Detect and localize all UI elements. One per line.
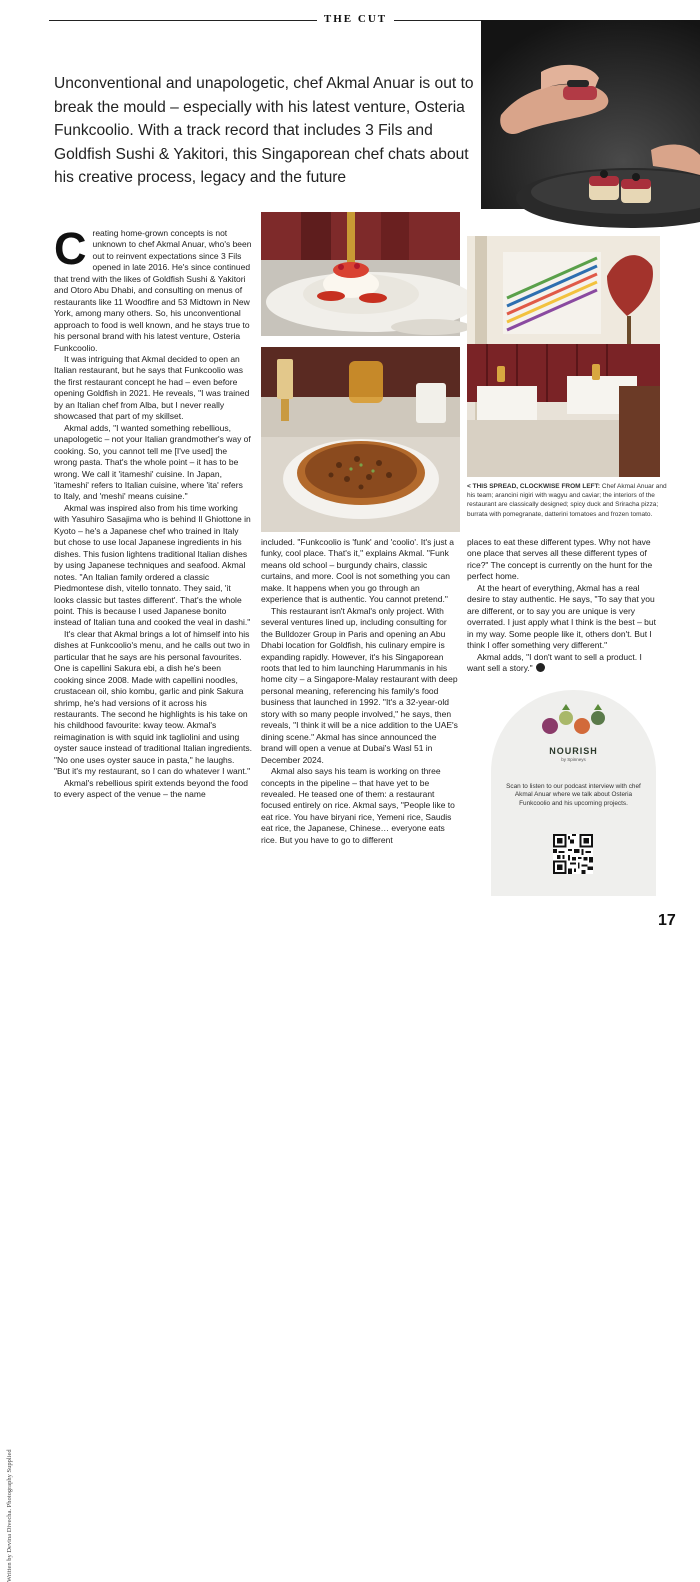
paragraph: places to eat these different types. Why not have one place that serves all these different types of rice?" The concept is currently on the hunt for the perfect home.: [467, 537, 653, 582]
header-rule-left: [49, 20, 317, 21]
photo-pizza: [261, 347, 460, 532]
paragraph: reating home-grown concepts is not unknown to chef Akmal Anuar, who's been out to reinvent expectations since 3 Fils opened in late 2016. He's since continued that trend with the likes of Goldfish Sushi & Yakitori and Otoro Abu Dhabi, and consulting on menus of restaurants like 11 Woodfire and 53 Midtown in New York, among many others. So, his unconventional approach to food is well known, and he stays true to his personal brand with his latest venture, Osteria Funkcoolio.: [54, 228, 252, 353]
photo-nigiri: [481, 20, 700, 209]
standfirst: Unconventional and unapologetic, chef Akmal Anuar is out to break the mould – especially with his latest venture, Osteria Funkcoolio. With a track record that includes 3 Fils and Goldfish Sushi & Yakitori, this Singaporean chef chats about his creative process, legacy and the future: [54, 75, 474, 186]
photo-burrata: [261, 212, 460, 336]
section-label: THE CUT: [323, 13, 388, 25]
paragraph: included. "Funkcoolio is 'funk' and 'coolio'. It's just a funky, cool place. That's it," explains Akmal. "Funk means old school – burgundy chairs, classic curtains, and more. Cool is not something you can make. It happens when you go through an experience that is authentic. You cannot pretend.": [261, 537, 455, 605]
caption-text: Chef Akmal Anuar and his team; arancini nigiri with wagyu and caviar; the interiors of the restaurant are classically designed; spicy duck and Sriracha pizza; burrata with pomegranate, datterini tomatoes and frozen tomato.: [467, 483, 667, 518]
photo-credit: Written by Devina Divecha. Photography Supplied: [6, 1449, 13, 1582]
paragraph: It's clear that Akmal brings a lot of himself into his dishes at Funkcoolio's menu, and he calls out two in particular that he says are his personal favourites. One is capellini Sakura ebi, a dish he's been cooking since 2008. Made with capellini noodles, crustacean oil, shio kombu, garlic and pink Sakura shrimp, he's had versions of it across his restaurants. The second he highlights is his take on his childhood favourite: kway teow. Akmal's reimagination is with squid ink tagliolini and using oyster sauce instead of traditional Italian ingredients. "No one uses oyster sauce in pasta," he laughs. "But it's my restaurant, so I can do whatever I want.": [54, 628, 252, 777]
podcast-brand: NOURISH: [549, 746, 598, 756]
paragraph: This restaurant isn't Akmal's only project. With several ventures lined up, including consulting for the Bulldozer Group in Paris and opening an Abu Dhabi location for Goldfish, his culinary empire is expanding rapidly. However, it's his Singaporean roots that led to him launching Harummanis in his home city – a Singapore-Malay restaurant with deep personal meaning, referencing his family's food business that launched in 1992. "It's a 32-year-old story with so many people involved," he says, then reveals, "I think it will be a nice addition to the UAE's dining scene." Akmal has since announced the brand will open a venue at Dubai's Wasl 51 in December 2024.: [261, 605, 458, 765]
vegetable-illustration-icon: [536, 704, 612, 744]
page-number: 17: [658, 912, 676, 929]
end-mark-icon: [536, 663, 545, 672]
article-column-3: [467, 537, 660, 674]
qr-code-icon[interactable]: [553, 834, 593, 874]
drop-cap: C: [54, 223, 87, 274]
caption-lead: < THIS SPREAD, CLOCKWISE FROM LEFT:: [467, 483, 601, 490]
photo-caption: [467, 482, 667, 519]
paragraph: Akmal adds, "I wanted something rebellious, unapologetic – not your Italian grandmother's way of cooking. So, you cannot tell me [I've used] the wrong pasta. That's the whole point – it has to be wrong. We call it 'itameshi' cuisine. In Japan, 'itameshi' refers to Italian cuisine, where 'ita' refers to Italy, and 'meshi' means cuisine.": [54, 422, 251, 502]
paragraph: Akmal adds, "I don't want to sell a product. I want sell a story.": [467, 651, 642, 673]
podcast-text: Scan to listen to our podcast interview with chef Akmal Anuar where we talk about Osteria Funkcoolio and his upcoming projects.: [506, 783, 641, 807]
podcast-sub: by Spinneys: [561, 757, 586, 762]
article-column-2: [261, 537, 459, 846]
paragraph: Akmal was inspired also from his time working with Yasuhiro Sasajima who is behind Il Ghiottone in Kyoto – he's a Japanese chef who trained in Italy but chose to use local Japanese ingredients in his dishes. This fusion lightens traditional Italian dishes by using Japanese techniques and seafood. Akmal notes. "An Italian family ordered a classic Piedmontese dish, vitello tonnato. They said, 'it looks classic but tastes different'. That's the whole point. This is because I used Japanese bonito instead of Italian tuna and cooked the veal in dashi.": [54, 502, 251, 628]
paragraph: Akmal's rebellious spirit extends beyond the food to every aspect of the venue – the name: [54, 777, 249, 800]
paragraph: At the heart of everything, Akmal has a real desire to stay authentic. He says, "To say that you are different, or to say you are unique is very overrated. I just apply what I think is the best – but in my way. Some people like it, others don't. But I think I offer something very different.": [467, 582, 656, 651]
podcast-promo: [491, 690, 656, 896]
paragraph: Akmal also says his team is working on three concepts in the pipeline – that have yet to be revealed. He teased one of them: a restaurant focused entirely on rice. Akmal says, "People like to eat rice. You have biryani rice, Yemeni rice, Saudis eat rice, the Japanese, Chinese… everyone eats rice. But you have to go to different: [261, 766, 455, 845]
paragraph: It was intriguing that Akmal decided to open an Italian restaurant, but he says that Funkcoolio was the first restaurant concept he had – even before opening Goldfish in 2021. He reveals, "I was trained by an Italian chef from Alba, but I never really showcased that part of my skillset.: [54, 353, 250, 422]
article-column-1: [54, 223, 252, 801]
photo-interiors: [467, 236, 660, 477]
